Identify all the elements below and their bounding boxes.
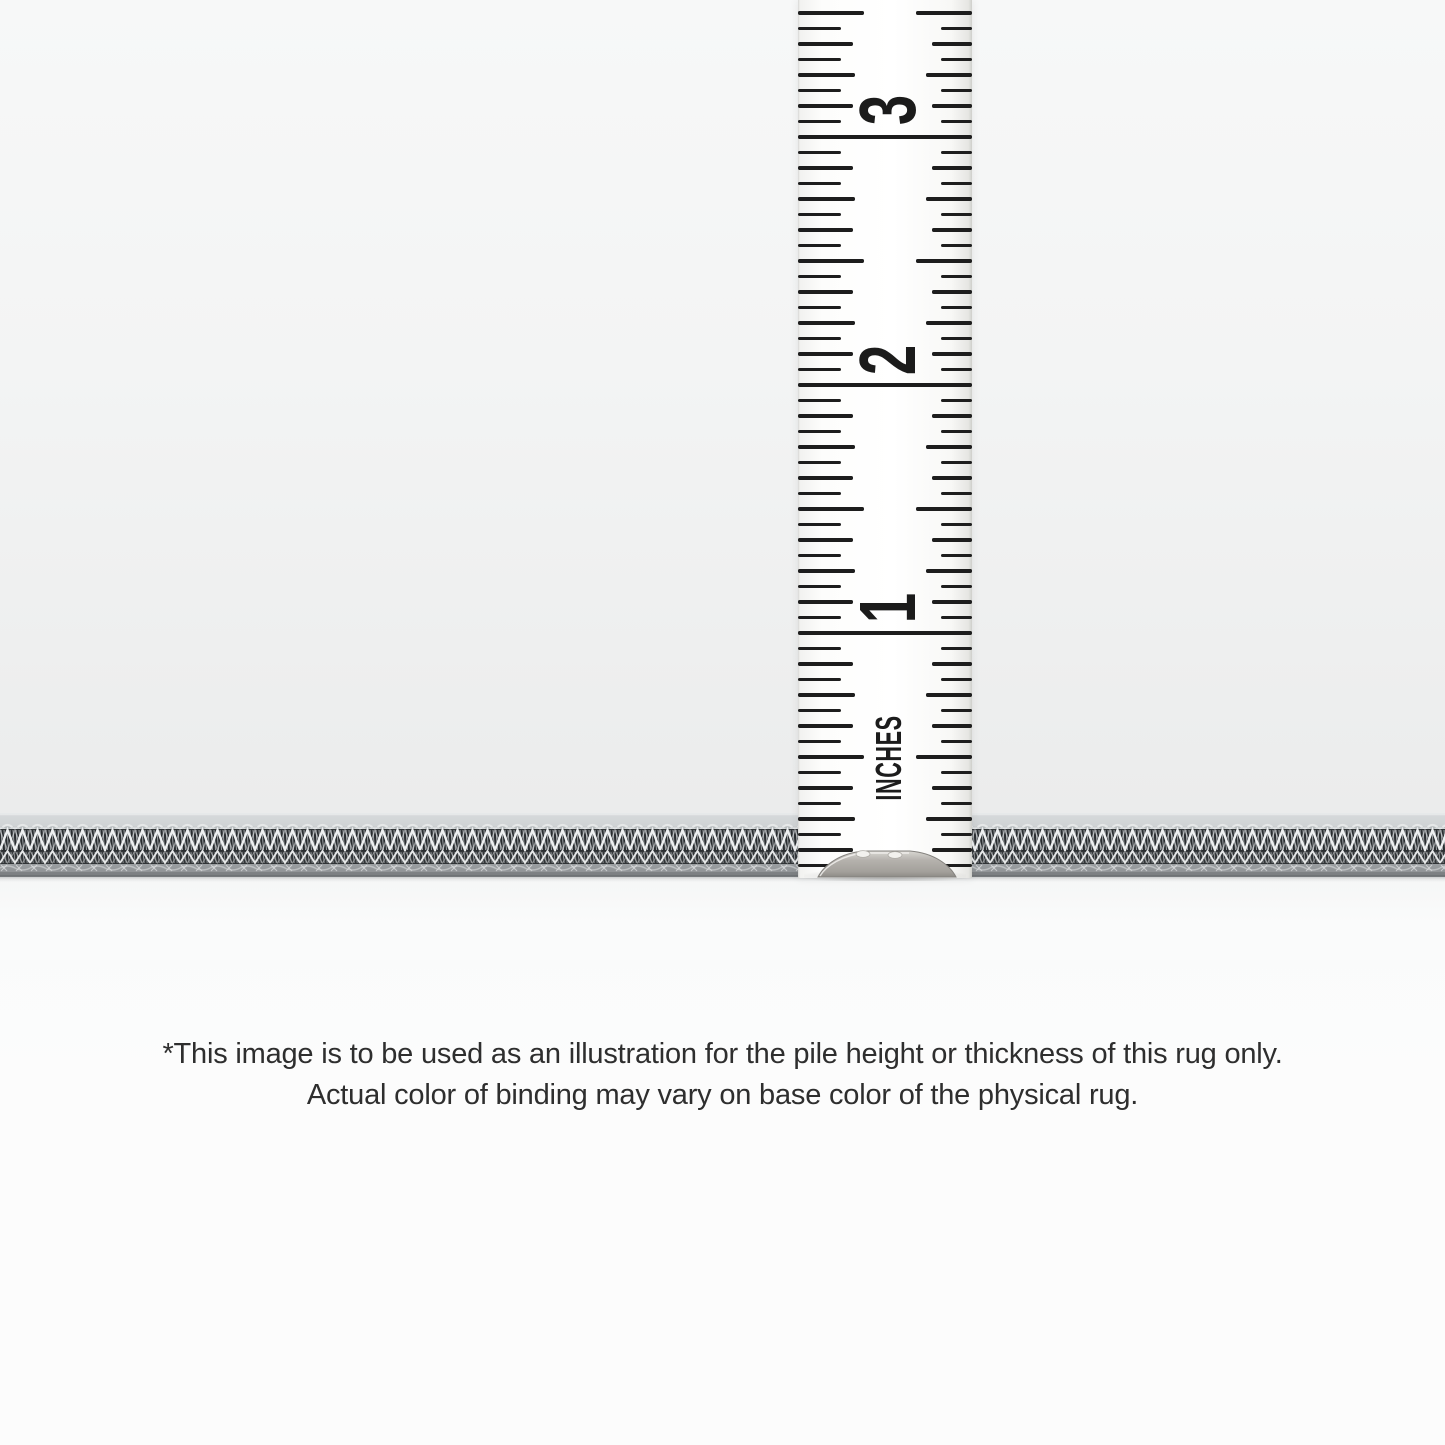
tick-mark xyxy=(798,399,841,403)
tick-mark xyxy=(916,259,972,263)
measuring-tape xyxy=(798,0,972,878)
tick-mark xyxy=(798,275,841,279)
tick-mark xyxy=(798,523,841,527)
rug-contact-shadow xyxy=(0,876,1445,882)
tick-mark xyxy=(941,740,972,744)
tick-mark xyxy=(798,259,864,263)
tick-mark xyxy=(941,430,972,434)
tick-mark xyxy=(932,290,972,294)
tick-mark xyxy=(941,399,972,403)
tick-mark xyxy=(798,89,841,93)
tick-mark xyxy=(798,368,841,372)
tick-mark xyxy=(798,73,855,77)
inches-unit-label: INCHES xyxy=(868,715,909,801)
tick-mark xyxy=(941,771,972,775)
tick-mark xyxy=(798,507,864,511)
tick-mark xyxy=(926,569,972,573)
tick-mark xyxy=(798,337,841,341)
tick-mark xyxy=(941,802,972,806)
tick-mark xyxy=(798,786,853,790)
tick-mark xyxy=(932,786,972,790)
tick-mark xyxy=(941,27,972,31)
tick-mark xyxy=(798,445,855,449)
tick-mark xyxy=(798,197,855,201)
tick-mark xyxy=(941,461,972,465)
tick-mark xyxy=(932,42,972,46)
tick-mark xyxy=(798,476,853,480)
tick-mark xyxy=(941,151,972,155)
tick-mark xyxy=(941,492,972,496)
tick-mark xyxy=(932,724,972,728)
tick-mark xyxy=(932,104,972,108)
tick-mark xyxy=(798,833,841,837)
tick-mark xyxy=(798,724,853,728)
inch-line xyxy=(798,631,972,635)
tick-mark xyxy=(941,213,972,217)
tick-mark xyxy=(941,306,972,310)
tick-mark xyxy=(941,244,972,248)
tick-mark xyxy=(798,182,841,186)
tick-mark xyxy=(798,244,841,248)
tick-mark xyxy=(941,647,972,651)
tape-end-clip xyxy=(816,849,958,878)
tick-mark xyxy=(941,709,972,713)
tick-mark xyxy=(916,755,972,759)
tick-mark xyxy=(926,197,972,201)
tick-mark xyxy=(932,352,972,356)
inch-line xyxy=(798,135,972,139)
tick-mark xyxy=(798,492,841,496)
tick-mark xyxy=(798,27,841,31)
disclaimer-line-1: *This image is to be used as an illustration for the pile height or thickness of this rug only. xyxy=(162,1038,1283,1070)
tick-mark xyxy=(926,817,972,821)
tick-mark xyxy=(798,755,864,759)
tick-mark xyxy=(798,414,853,418)
tick-mark xyxy=(798,321,855,325)
tick-mark xyxy=(798,11,864,15)
tick-mark xyxy=(798,213,841,217)
tick-mark xyxy=(932,600,972,604)
tick-mark xyxy=(798,693,855,697)
clip-rivet xyxy=(888,852,902,859)
tick-mark xyxy=(798,58,841,62)
tick-mark xyxy=(798,740,841,744)
tick-mark xyxy=(926,693,972,697)
tick-mark xyxy=(941,616,972,620)
tick-mark xyxy=(932,228,972,232)
tick-mark xyxy=(926,445,972,449)
tick-mark xyxy=(926,321,972,325)
tick-mark xyxy=(941,678,972,682)
tick-mark xyxy=(798,120,841,124)
tick-mark xyxy=(941,182,972,186)
floor-surface xyxy=(0,877,1445,1445)
tick-mark xyxy=(798,616,841,620)
tick-mark xyxy=(798,290,853,294)
tick-mark xyxy=(798,817,855,821)
tick-mark xyxy=(941,523,972,527)
tick-mark xyxy=(798,771,841,775)
tick-mark xyxy=(798,42,853,46)
tick-mark xyxy=(941,585,972,589)
inch-label-1: 1 xyxy=(843,592,932,624)
tick-mark xyxy=(926,73,972,77)
tick-mark xyxy=(798,678,841,682)
tick-mark xyxy=(798,430,841,434)
tick-mark xyxy=(932,662,972,666)
tick-mark xyxy=(798,647,841,651)
tick-mark xyxy=(941,368,972,372)
tick-mark xyxy=(798,306,841,310)
tick-mark xyxy=(798,662,853,666)
tick-mark xyxy=(798,461,841,465)
tick-mark xyxy=(798,585,841,589)
tick-mark xyxy=(932,166,972,170)
tick-mark xyxy=(798,538,853,542)
disclaimer-line-2: Actual color of binding may vary on base color of the physical rug. xyxy=(306,1079,1139,1111)
tick-mark xyxy=(941,89,972,93)
tick-mark xyxy=(941,833,972,837)
tick-mark xyxy=(798,228,853,232)
tick-mark xyxy=(932,476,972,480)
tick-mark xyxy=(941,58,972,62)
rug-texture xyxy=(0,813,1445,877)
tick-mark xyxy=(932,538,972,542)
inch-label-3: 3 xyxy=(843,94,932,126)
tick-mark xyxy=(941,120,972,124)
clip-rivet xyxy=(856,851,870,858)
tick-mark xyxy=(798,166,853,170)
tick-mark xyxy=(941,554,972,558)
tick-mark xyxy=(798,709,841,713)
tick-mark xyxy=(916,11,972,15)
inch-label-2: 2 xyxy=(843,344,932,376)
tick-mark xyxy=(941,275,972,279)
tick-mark xyxy=(941,337,972,341)
tick-mark xyxy=(916,507,972,511)
inch-line xyxy=(798,383,972,387)
tick-mark xyxy=(798,554,841,558)
tick-mark xyxy=(932,414,972,418)
disclaimer-caption xyxy=(0,1034,1445,1116)
tick-mark xyxy=(798,151,841,155)
tick-mark xyxy=(798,802,841,806)
rug-cross-section xyxy=(0,813,1445,877)
tick-mark xyxy=(798,569,855,573)
